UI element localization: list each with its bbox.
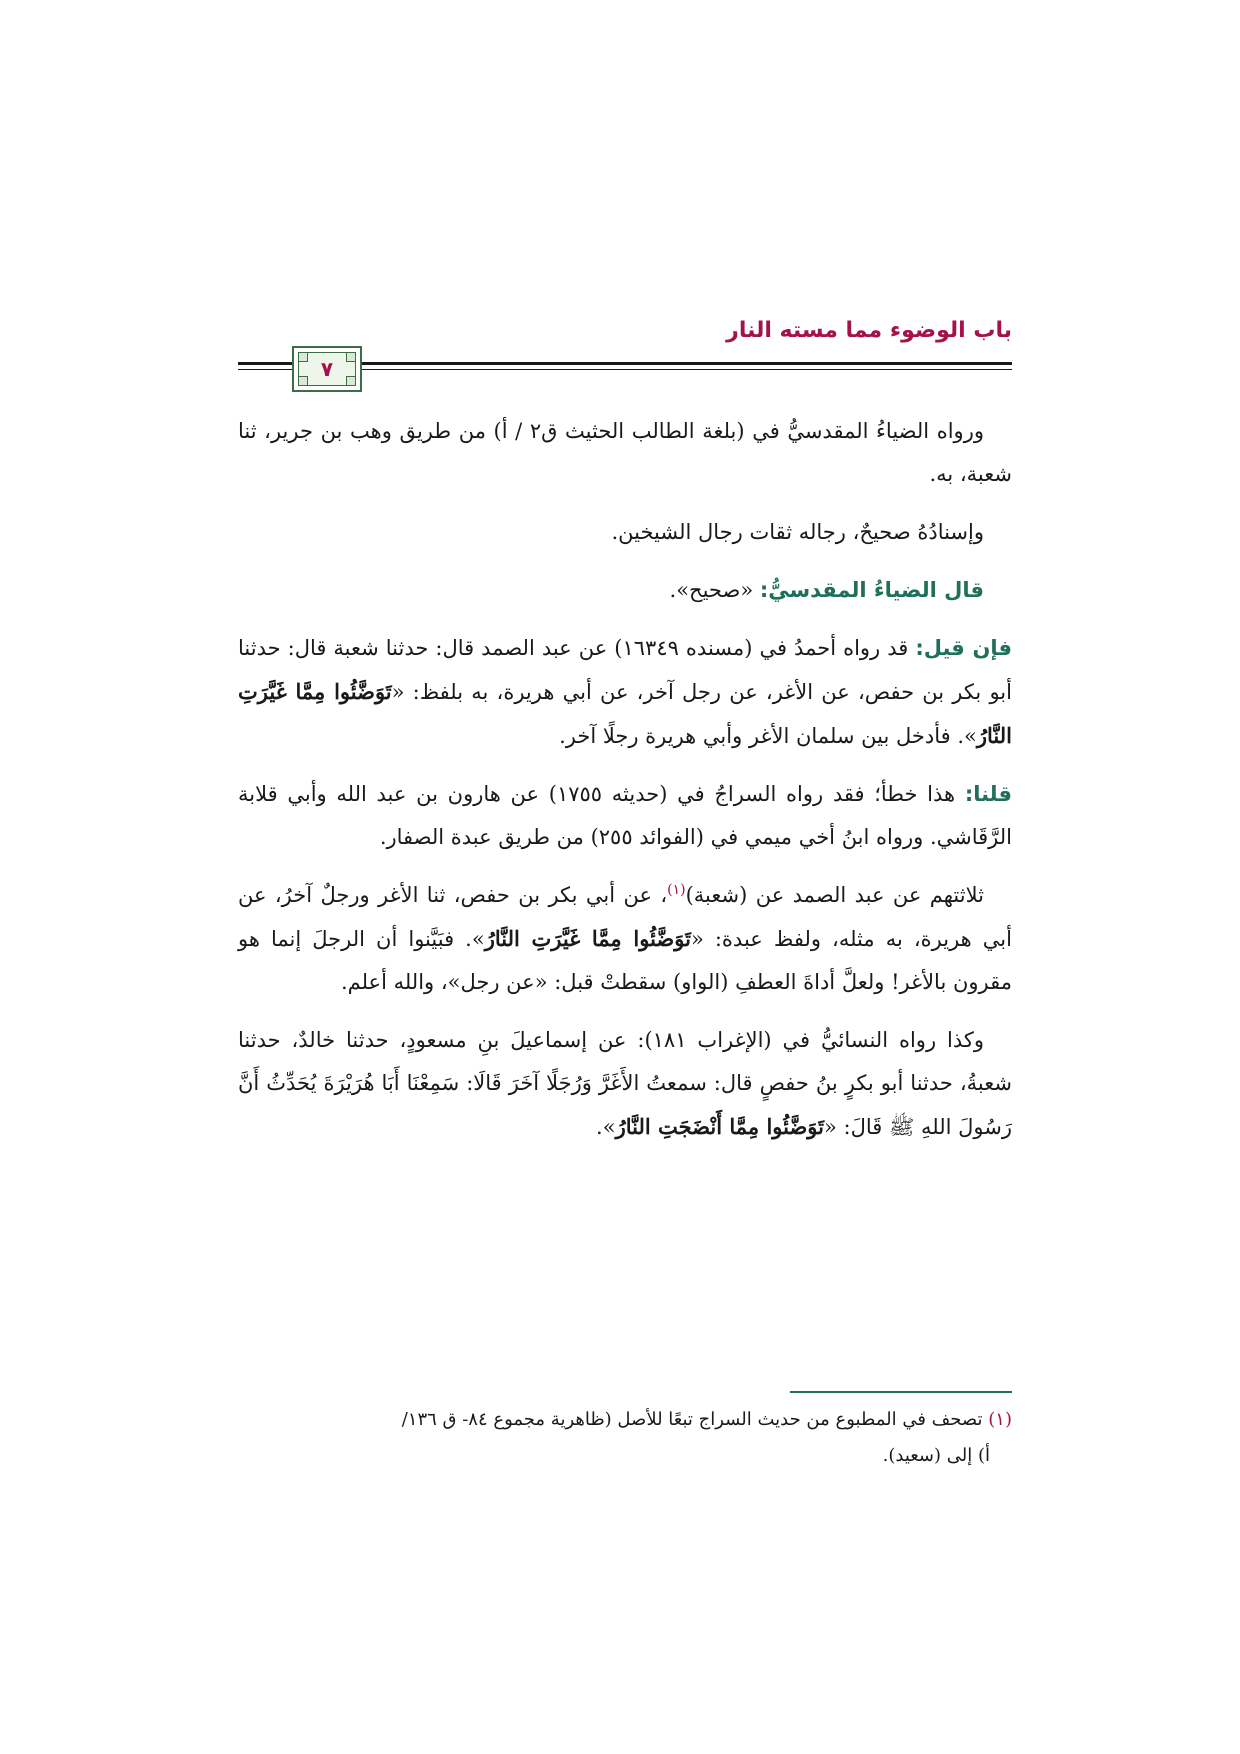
footnote-text: تصحف في المطبوع من حديث السراج تبعًا للأصل (ظاهرية مجموع ٨٤- ق ١٣٦/ bbox=[401, 1409, 989, 1430]
paragraph-5-label: قلنا: bbox=[964, 782, 1013, 806]
chapter-title: باب الوضوء مما مسته النار bbox=[726, 318, 1012, 343]
page-number: ٧ bbox=[320, 357, 334, 381]
paragraph-7 bbox=[238, 1019, 1012, 1149]
paragraph-7-hadith: تَوَضَّئُوا مِمَّا أَنْضَجَتِ النَّارُ bbox=[615, 1114, 825, 1139]
paragraph-6-text-a: ثلاثتهم عن عبد الصمد عن (شعبة) bbox=[685, 883, 984, 907]
footnote-separator bbox=[790, 1391, 1012, 1393]
paragraph-3-text: «صحيح». bbox=[669, 578, 760, 602]
footnotes bbox=[238, 1402, 1012, 1474]
paragraph-1 bbox=[238, 410, 1012, 496]
paragraph-6 bbox=[238, 874, 1012, 1004]
paragraph-4-text-b: ». فأدخل بين سلمان الأغر وأبي هريرة رجلًا آخر. bbox=[559, 724, 977, 748]
footnote-1 bbox=[238, 1402, 1012, 1438]
paragraph-6-text-b: ، عن أبي بكر بن حفص، ثنا الأغر ورجلٌ آخرُ، عن أبي هريرة، به مثله، ولفظ عبدة: « bbox=[238, 883, 1012, 951]
paragraph-7-text-b: ». bbox=[596, 1115, 616, 1139]
paragraph-1-text: ورواه الضياءُ المقدسيُّ في (بلغة الطالب الحثيث ق٢ / أ) من طريق وهب بن جرير، ثنا شعبة، به. bbox=[238, 419, 1012, 486]
paragraph-5-text: هذا خطأ؛ فقد رواه السراجُ في (حديثه ١٧٥٥) عن هارون بن عبد الله وأبي قلابة الرَّقَاشي. ورواه ابنُ أخي ميمي في (الفوائد ٢٥٥) من طريق عبدة الصفار. bbox=[238, 782, 1012, 849]
paragraph-4-text-a: قد رواه أحمدُ في (مسنده ١٦٣٤٩) عن عبد الصمد قال: حدثنا شعبة قال: حدثنا أبو بكر بن حفص، عن الأغر، عن رجل آخر، عن أبي هريرة، به بلفظ: « bbox=[238, 636, 1012, 704]
footnote-1-continuation: أ) إلى (سعيد). bbox=[882, 1445, 990, 1466]
paragraph-2 bbox=[238, 511, 1012, 554]
paragraph-6-text-c: ». فبَيَّنوا أن الرجلَ إنما هو مقرون بالأغر! ولعلَّ أداةَ العطفِ (الواو) سقطتْ قبل: «عن رجل»، والله أعلم. bbox=[238, 927, 1012, 994]
paragraph-4 bbox=[238, 627, 1012, 758]
footnote-reference[interactable]: (١) bbox=[667, 882, 686, 898]
paragraph-4-hadith: تَوَضَّئُوا مِمَّا غَيَّرَتِ النَّارُ bbox=[238, 679, 1012, 748]
page-header bbox=[238, 318, 1012, 381]
paragraph-6-hadith: تَوَضَّئُوا مِمَّا غَيَّرَتِ النَّارُ bbox=[484, 926, 691, 951]
footnote-number: (١) bbox=[988, 1409, 1012, 1430]
main-text bbox=[238, 410, 1012, 1164]
paragraph-3-label: قال الضياءُ المقدسيُّ: bbox=[759, 578, 984, 602]
paragraph-7-text-a: وكذا رواه النسائيُّ في (الإغراب ١٨١): عن إسماعيلَ بنِ مسعودٍ، حدثنا خالدٌ، حدثنا شعبةُ، حدثنا أبو بكرٍ بنُ حفصٍ قال: سمعتُ الأَغَرَّ وَرُجَلًا آخَرَ قَالَا: سَمِعْنَا أَبَا هُرَيْرَةَ يُحَدِّثُ أَنَّ رَسُولَ اللهِ ﷺ قَالَ: « bbox=[238, 1028, 1012, 1139]
page-number-frame bbox=[292, 346, 362, 392]
paragraph-4-label: فإن قيل: bbox=[915, 636, 1013, 660]
paragraph-2-text: وإسنادُهُ صحيحٌ، رجاله ثقات رجال الشيخين. bbox=[611, 520, 984, 544]
paragraph-3 bbox=[238, 569, 1012, 612]
paragraph-5 bbox=[238, 773, 1012, 859]
